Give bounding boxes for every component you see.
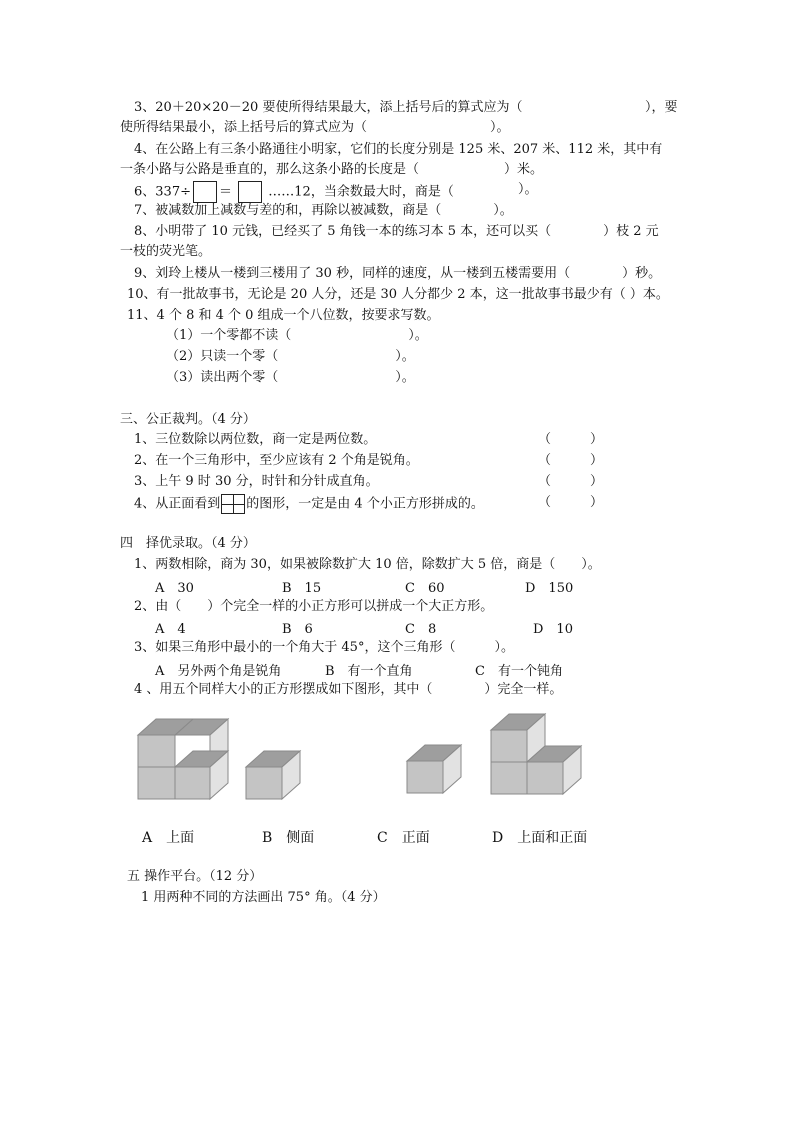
q6-text-c: ……12，当余数最大时，商是（ bbox=[268, 184, 454, 200]
s4-q2-option-a: A 4 bbox=[155, 622, 186, 637]
q6-line bbox=[134, 181, 454, 203]
s3-q4-line bbox=[134, 494, 484, 514]
q3-text-b: ），要 bbox=[645, 100, 678, 115]
divisor-box bbox=[193, 181, 217, 203]
q8-text-a: 8、小明带了 10 元钱，已经买了 5 角钱一本的练习本 5 本，还可以买（ ）枝 2 元 bbox=[134, 224, 659, 239]
s3-q3-paren: （ ） bbox=[538, 474, 604, 489]
s3-q2-paren: （ ） bbox=[538, 453, 604, 468]
q11-text: 11、4 个 8 和 4 个 0 组成一个八位数，按要求写数。 bbox=[127, 308, 440, 323]
s3-q3: 3、上午 9 时 30 分，时针和分针成直角。 bbox=[134, 474, 379, 489]
s4-q1-option-d: D 150 bbox=[525, 581, 574, 596]
four-square-grid-icon bbox=[221, 494, 245, 514]
s3-q1: 1、三位数除以两位数，商一定是两位数。 bbox=[134, 432, 377, 447]
q11-part1: （1）一个零都不读（ ）。 bbox=[166, 328, 428, 343]
q3-line1 bbox=[134, 99, 522, 117]
q3-text-a: 3、20＋20×20－20 要使所得结果最大，添上括号后的算式应为（ bbox=[134, 100, 523, 115]
s5-q1: 1 用两种不同的方法画出 75° 角。（4 分） bbox=[141, 890, 386, 905]
s4-q1-option-b: B 15 bbox=[282, 581, 322, 596]
section4-title: 四 择优录取。（4 分） bbox=[120, 536, 256, 551]
q3-text-d: ）。 bbox=[490, 120, 510, 135]
q8-text-b: 一枝的荧光笔。 bbox=[120, 244, 212, 259]
s4-q3: 3、如果三角形中最小的一个角大于 45°，这个三角形（ ）。 bbox=[134, 640, 514, 655]
s4-q4-option-c: C 正面 bbox=[377, 830, 430, 846]
s4-q2-option-b: B 6 bbox=[282, 622, 313, 637]
s4-q4-option-d: D 上面和正面 bbox=[492, 830, 588, 846]
q6-text-b: ＝ bbox=[218, 184, 232, 200]
s4-q3-option-b: B 有一个直角 bbox=[325, 664, 413, 679]
s4-q1: 1、两数相除，商为 30，如果被除数扩大 10 倍，除数扩大 5 倍，商是（ ）。 bbox=[134, 557, 601, 572]
figure-a-cubes bbox=[138, 719, 228, 799]
figure-d-cubes bbox=[491, 714, 581, 794]
q9-text: 9、刘玲上楼从一楼到三楼用了 30 秒，同样的速度，从一楼到五楼需要用（ ）秒。 bbox=[134, 266, 662, 281]
figure-b-cube bbox=[246, 751, 300, 799]
q4-text-c: ）米。 bbox=[504, 162, 544, 177]
s4-q2-option-c: C 8 bbox=[405, 622, 437, 637]
q4-text-b: 一条小路与公路是垂直的，那么这条小路的长度是（ bbox=[120, 162, 420, 177]
section3-title: 三、公正裁判。（4 分） bbox=[120, 412, 256, 427]
s3-q2: 2、在一个三角形中，至少应该有 2 个角是锐角。 bbox=[134, 453, 419, 468]
s4-q4: 4 、用五个同样大小的正方形摆成如下图形，其中（ ）完全一样。 bbox=[134, 682, 563, 697]
q6-text-d: ）。 bbox=[518, 182, 538, 197]
q11-part3: （3）读出两个零（ ）。 bbox=[166, 370, 415, 385]
q6-text-a: 6、337÷ bbox=[134, 184, 191, 200]
s4-q2: 2、由（ ）个完全一样的小正方形可以拼成一个大正方形。 bbox=[134, 599, 494, 614]
s4-q3-option-a: A 另外两个角是锐角 bbox=[155, 664, 282, 679]
q3-text-c: 使所得结果最小，添上括号后的算式应为（ bbox=[120, 120, 368, 135]
s3-q4-text-b: 的图形，一定是由 4 个小正方形拼成的。 bbox=[246, 496, 484, 512]
quotient-box bbox=[238, 181, 262, 203]
section5-title: 五 操作平台。（12 分） bbox=[127, 869, 263, 884]
q11-part2: （2）只读一个零（ ）。 bbox=[166, 349, 415, 364]
cube-figures bbox=[130, 705, 600, 810]
s4-q3-option-c: C 有一个钝角 bbox=[475, 664, 563, 679]
s4-q2-option-d: D 10 bbox=[533, 622, 573, 637]
s3-q1-paren: （ ） bbox=[538, 432, 604, 447]
s4-q4-option-b: B 侧面 bbox=[262, 830, 315, 846]
s4-q1-option-c: C 60 bbox=[405, 581, 445, 596]
s3-q4-text-a: 4、从正面看到 bbox=[134, 496, 221, 512]
q7-text: 7、被减数加上减数与差的和，再除以被减数，商是（ ）。 bbox=[134, 203, 513, 218]
s3-q4-paren: （ ） bbox=[538, 495, 604, 510]
q10-text: 10、有一批故事书，无论是 20 人分，还是 30 人分都少 2 本，这一批故事书最少有（ ）本。 bbox=[127, 287, 669, 302]
q4-text-a: 4、在公路上有三条小路通往小明家，它们的长度分别是 125 米、207 米、112 米，其中有 bbox=[134, 142, 663, 157]
figure-c-cube bbox=[407, 745, 461, 793]
s4-q4-option-a: A 上面 bbox=[142, 830, 195, 846]
s4-q1-option-a: A 30 bbox=[155, 581, 194, 596]
